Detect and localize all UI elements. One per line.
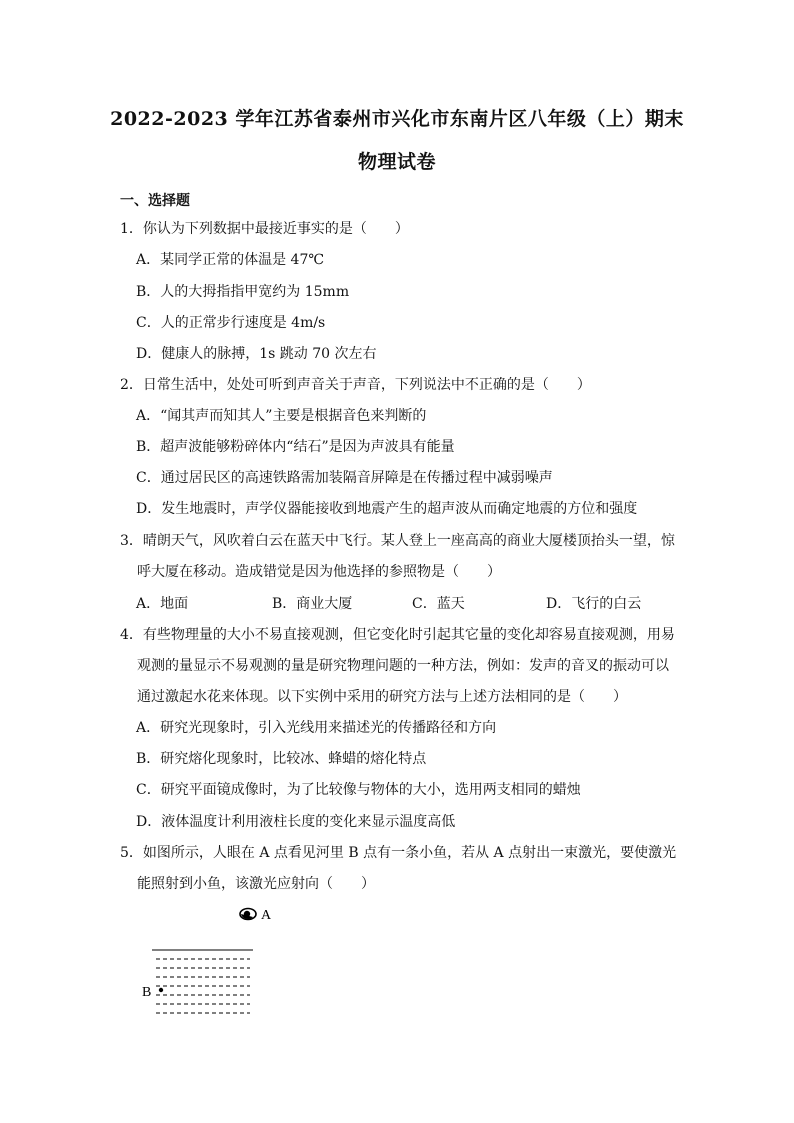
water-body bbox=[156, 959, 250, 1013]
question-3-option-a: A．地面 bbox=[136, 596, 189, 612]
point-b-label: B bbox=[142, 985, 152, 1000]
question-1-option-d: D．健康人的脉搏，1s 跳动 70 次左右 bbox=[136, 346, 377, 362]
question-2-option-b: B．超声波能够粉碎体内“结石”是因为声波具有能量 bbox=[136, 439, 455, 455]
river-diagram bbox=[130, 900, 290, 1030]
question-2-option-a: A．“闻其声而知其人”主要是根据音色来判断的 bbox=[136, 408, 427, 424]
question-3-option-d: D．飞行的白云 bbox=[546, 596, 642, 612]
question-1-stem: 1．你认为下列数据中最接近事实的是（ ） bbox=[120, 221, 409, 237]
eye-icon bbox=[240, 909, 256, 920]
question-2-stem: 2．日常生活中，处处可听到声音关于声音，下列说法中不正确的是（ ） bbox=[120, 377, 591, 393]
question-4-stem-line2: 观测的量显示不易观测的量是研究物理问题的一种方法，例如：发声的音叉的振动可以 bbox=[137, 658, 669, 674]
question-4-stem-line1: 4．有些物理量的大小不易直接观测，但它变化时引起其它量的变化却容易直接观测，用易 bbox=[120, 627, 675, 643]
question-3-stem-line1: 3．晴朗天气，风吹着白云在蓝天中飞行。某人登上一座高高的商业大厦楼顶抬头一望，惊 bbox=[120, 533, 675, 549]
point-b-dot bbox=[159, 988, 163, 992]
question-5-stem-line2: 能照射到小鱼，该激光应射向（ ） bbox=[137, 876, 375, 892]
question-5-figure bbox=[130, 900, 290, 1030]
question-4-option-d: D．液体温度计利用液柱长度的变化来显示温度高低 bbox=[136, 814, 456, 830]
question-4-option-b: B．研究熔化现象时，比较冰、蜂蜡的熔化特点 bbox=[136, 751, 427, 767]
point-a-label: A bbox=[261, 908, 272, 923]
question-1-option-c: C．人的正常步行速度是 4m/s bbox=[136, 315, 326, 331]
question-2-option-c: C．通过居民区的高速铁路需加装隔音屏障是在传播过程中减弱噪声 bbox=[136, 470, 553, 486]
exam-title-line1: 2022-2023 学年江苏省泰州市兴化市东南片区八年级（上）期末 bbox=[110, 108, 684, 130]
question-3-stem-line2: 呼大厦在移动。造成错觉是因为他选择的参照物是（ ） bbox=[137, 564, 501, 580]
question-3-options bbox=[0, 593, 794, 613]
question-2-option-d: D．发生地震时，声学仪器能接收到地震产生的超声波从而确定地震的方位和强度 bbox=[136, 501, 638, 517]
question-4-option-a: A．研究光现象时，引入光线用来描述光的传播路径和方向 bbox=[136, 720, 497, 736]
question-4-stem-line3: 通过激起水花来体现。以下实例中采用的研究方法与上述方法相同的是（ ） bbox=[137, 689, 627, 705]
question-3-option-c: C．蓝天 bbox=[412, 596, 465, 612]
question-1-option-a: A．某同学正常的体温是 47℃ bbox=[136, 252, 325, 268]
question-1-option-b: B．人的大拇指指甲宽约为 15mm bbox=[136, 284, 350, 300]
section-heading: 一、选择题 bbox=[120, 193, 190, 209]
question-5-stem-line1: 5．如图所示，人眼在 A 点看见河里 B 点有一条小鱼，若从 A 点射出一束激光，要使激光 bbox=[120, 845, 677, 861]
question-3-option-b: B．商业大厦 bbox=[272, 596, 353, 612]
exam-title-line2: 物理试卷 bbox=[357, 151, 436, 173]
question-4-option-c: C．研究平面镜成像时，为了比较像与物体的大小，选用两支相同的蜡烛 bbox=[136, 782, 581, 798]
